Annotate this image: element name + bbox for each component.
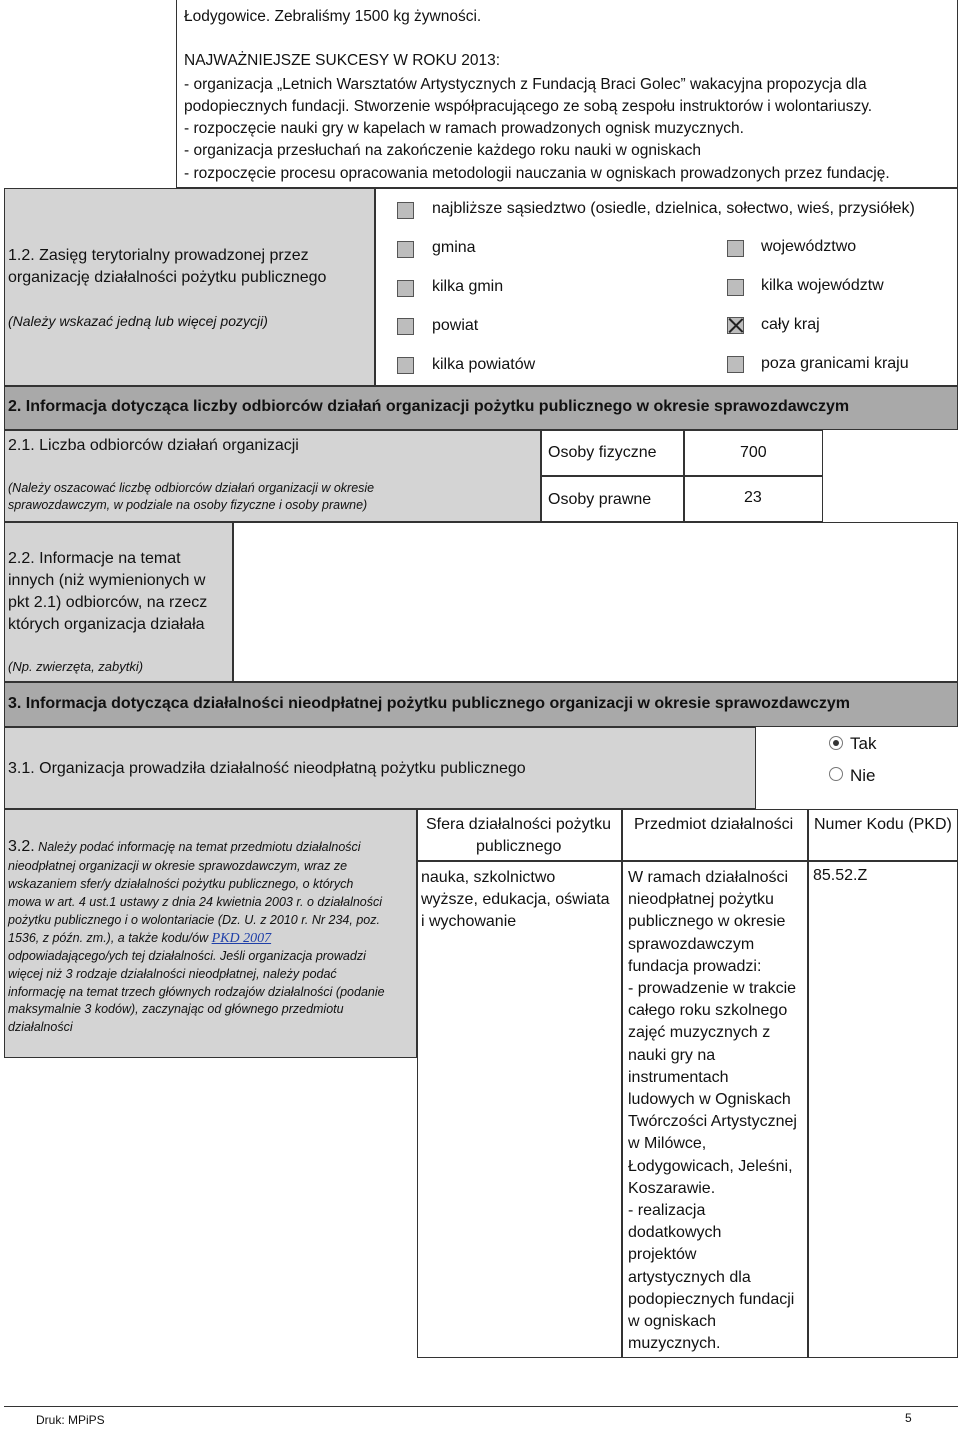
page-number: 5 <box>905 1411 912 1425</box>
osoby-prawne-label: Osoby prawne <box>548 491 652 508</box>
checkbox-label: poza granicami kraju <box>761 355 909 372</box>
przedmiot-line: zajęć muzycznych z <box>628 1024 771 1042</box>
przedmiot-line: W ramach działalności <box>628 869 789 886</box>
col-sfera-header: Sfera działalności pożytku <box>426 816 611 833</box>
checkbox-wojewodztwo[interactable] <box>727 240 744 257</box>
checkbox-kilka-gmin[interactable] <box>397 280 414 297</box>
section-1-2-note: (Należy wskazać jedną lub więcej pozycji) <box>8 313 268 329</box>
section-2-2-title: których organizacja działała <box>8 616 205 633</box>
przedmiot-line: projektów <box>628 1246 697 1264</box>
przedmiot-line: publicznego w okresie <box>628 913 786 931</box>
przedmiot-line: Twórczości Artystycznej <box>628 1113 797 1131</box>
intro-line: - organizacja przesłuchań na zakończenie każdego roku nauki w ogniskach <box>184 142 701 159</box>
przedmiot-line: dodatkowych <box>628 1224 722 1242</box>
radio-tak[interactable] <box>829 736 843 750</box>
przedmiot-line: Koszarawie. <box>628 1179 716 1197</box>
section-3-2-note: więcej niż 3 rodzaje działalności nieodpłatnej, należy podać <box>8 967 337 981</box>
checkbox-kilka-wojewodztw[interactable] <box>727 279 744 296</box>
radio-nie-label: Nie <box>850 766 876 785</box>
przedmiot-line: - realizacja <box>628 1202 706 1220</box>
section-1-2-title: organizację działalności pożytku publicznego <box>8 269 327 286</box>
checkbox-caly-kraj[interactable] <box>727 317 744 334</box>
section-3-2-number: 3.2. <box>8 838 35 855</box>
osoby-fizyczne-label: Osoby fizyczne <box>548 444 657 461</box>
checkbox-label: powiat <box>432 317 479 334</box>
przedmiot-line: nauki gry na <box>628 1046 716 1064</box>
checkbox-label: gmina <box>432 239 476 256</box>
kod-value: 85.52.Z <box>813 867 868 884</box>
col-przedmiot-header: Przedmiot działalności <box>634 816 794 833</box>
footer-print-info: Druk: MPiPS <box>36 1413 105 1427</box>
intro-line: - organizacja „Letnich Warsztatów Artystycznych z Fundacją Braci Golec” wakacyjna propozycja dla <box>184 76 867 93</box>
checkbox-powiat[interactable] <box>397 318 414 335</box>
section-3-2-note: mowa w art. 4 ust.1 ustawy z dnia 24 kwietnia 2003 r. o działalności <box>8 895 383 909</box>
checkbox-label: cały kraj <box>761 316 820 333</box>
section-3-2-note: działalności <box>8 1020 73 1034</box>
przedmiot-line: fundacja prowadzi: <box>628 957 762 975</box>
section-3-2-note: informację na temat trzech głównych rodzajów działalności (podanie <box>8 985 385 999</box>
section-2-2-title: pkt 2.1) odbiorców, na rzecz <box>8 594 208 611</box>
osoby-fizyczne-value: 700 <box>740 444 767 461</box>
intro-line: - rozpoczęcie nauki gry w kapelach w ramach prowadzonych ognisk muzycznych. <box>184 120 744 137</box>
przedmiot-line: w ogniskach <box>628 1313 717 1331</box>
sfera-value-cell[interactable] <box>417 861 622 1358</box>
section-3-2-note: 1536, z późn. zm.), a także kodu/ów <box>8 931 209 945</box>
kod-value-cell[interactable] <box>808 861 958 1358</box>
radio-nie[interactable] <box>829 767 843 781</box>
section-2-1-note: sprawozdawczym, w podziale na osoby fizyczne i osoby prawne) <box>8 498 368 512</box>
osoby-prawne-value: 23 <box>744 489 762 506</box>
przedmiot-line: sprawozdawczym <box>628 935 755 953</box>
section-2-1-title: 2.1. Liczba odbiorców działań organizacji <box>8 437 299 454</box>
intro-line: podopiecznych fundacji. Stworzenie współpracującego ze sobą zespołu instruktorów i wolontariuszy. <box>184 98 873 115</box>
przedmiot-value <box>628 867 797 1355</box>
sfera-value: wyższe, edukacja, oświata <box>421 891 610 908</box>
intro-line: NAJWAŻNIEJSZE SUKCESY W ROKU 2013: <box>184 52 501 69</box>
checkbox-label: kilka gmin <box>432 278 504 295</box>
section-2-2-title: 2.2. Informacje na temat <box>8 550 181 567</box>
przedmiot-line: muzycznych. <box>628 1335 721 1353</box>
intro-line: Łodygowice. Zebraliśmy 1500 kg żywności. <box>184 8 482 25</box>
przedmiot-line: artystycznych dla <box>628 1268 751 1286</box>
przedmiot-line: - prowadzenie w trakcie <box>628 980 797 998</box>
col-kod-header: Numer Kodu (PKD) <box>814 816 952 833</box>
section-3-2-note: pożytku publicznego i o wolontariacie (Dz. U. z 2010 r. Nr 234, poz. <box>8 913 380 927</box>
przedmiot-line: nieodpłatnej pożytku <box>628 891 774 909</box>
section-2-2-value-cell[interactable] <box>233 522 958 682</box>
checkbox-label: kilka województw <box>761 277 884 294</box>
checkbox-kilka-powiatow[interactable] <box>397 357 414 374</box>
przedmiot-line: instrumentach <box>628 1068 729 1086</box>
section-1-2-label-cell <box>4 188 375 386</box>
section-3-1-title: 3.1. Organizacja prowadziła działalność nieodpłatną pożytku publicznego <box>8 760 526 777</box>
przedmiot-line: podopiecznych fundacji <box>628 1290 795 1308</box>
section-3-2-note-with-link <box>8 929 271 948</box>
section-2-2-note: (Np. zwierzęta, zabytki) <box>8 659 144 674</box>
przedmiot-line: Łodygowicach, Jeleśni, <box>628 1157 793 1175</box>
checkbox-label: kilka powiatów <box>432 356 536 373</box>
section-2-title: 2. Informacja dotycząca liczby odbiorców działań organizacji pożytku publicznego w okresie sprawozdawczym <box>8 398 850 415</box>
sfera-value: i wychowanie <box>421 913 517 930</box>
checkbox-label: najbliższe sąsiedztwo (osiedle, dzielnica, sołectwo, wieś, przysiółek) <box>432 200 915 217</box>
checkbox-label: województwo <box>761 238 857 255</box>
section-3-2-note: nieodpłatnej organizacji w okresie sprawozdawczym, wraz ze <box>8 859 348 873</box>
sfera-value: nauka, szkolnictwo <box>421 869 556 886</box>
checkbox-poza-granicami[interactable] <box>727 356 744 373</box>
checkbox-neighborhood[interactable] <box>397 202 414 219</box>
section-2-1-note: (Należy oszacować liczbę odbiorców działań organizacji w okresie <box>8 481 375 495</box>
przedmiot-line: ludowych w Ogniskach <box>628 1091 791 1109</box>
section-3-2-note: Należy podać informację na temat przedmiotu działalności <box>38 840 361 854</box>
checkbox-gmina[interactable] <box>397 241 414 258</box>
intro-line: - rozpoczęcie procesu opracowania metodologii nauczania w ogniskach prowadzonych przez fundację. <box>184 165 890 182</box>
przedmiot-line: całego roku szkolnego <box>628 1002 788 1020</box>
przedmiot-line: w Milówce, <box>628 1135 707 1153</box>
section-3-2-note: wskazaniem sfer/y działalności pożytku publicznego, o których <box>8 877 354 891</box>
section-3-2-note: maksymalnie 3 kodów), zaczynając od głównego przedmiotu <box>8 1002 344 1016</box>
section-3-title: 3. Informacja dotycząca działalności nieodpłatnej pożytku publicznego organizacji w okresie sprawozdawczym <box>8 695 850 712</box>
col-sfera-header: publicznego <box>476 838 562 855</box>
radio-tak-label: Tak <box>850 734 877 753</box>
pkd-2007-link[interactable]: PKD 2007 <box>211 931 272 946</box>
section-3-2-note: odpowiadającego/ych tej działalności. Jeśli organizacja prowadzi <box>8 949 366 963</box>
section-2-2-title: innych (niż wymienionych w <box>8 572 206 589</box>
section-3-2-note-first <box>8 838 361 856</box>
section-1-2-title: 1.2. Zasięg terytorialny prowadzonej przez <box>8 247 309 264</box>
footer-line <box>4 1406 958 1407</box>
